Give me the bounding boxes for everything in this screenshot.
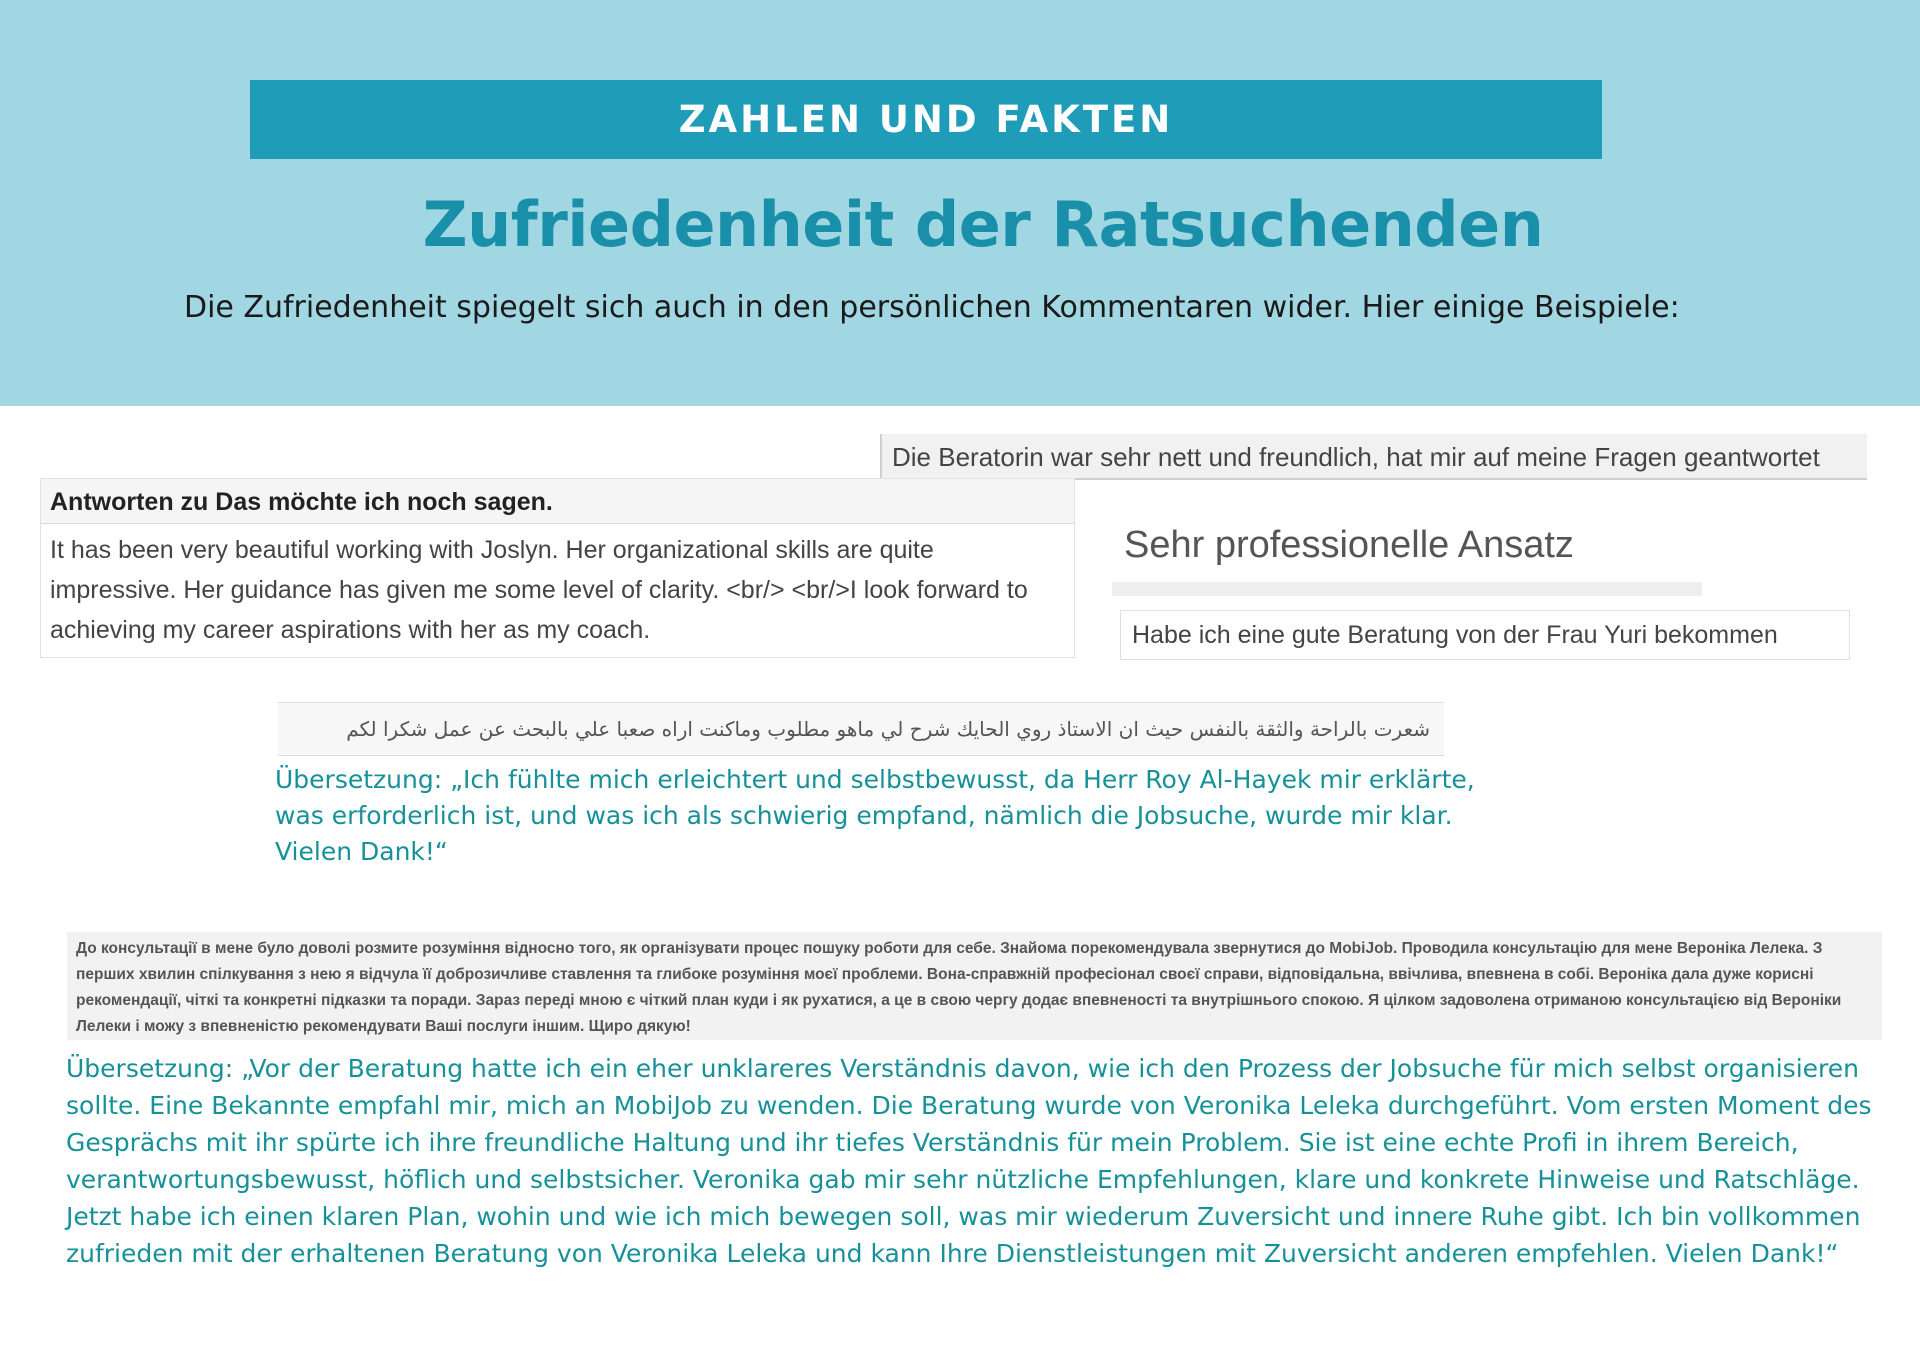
header-band: [0, 0, 1920, 406]
comment-beratorin: Die Beratorin war sehr nett und freundlich, hat mir auf meine Fragen geantwortet: [880, 434, 1867, 480]
comment-ukrainian: До консультації в мене було доволі розмите розуміння відносно того, як організувати процес пошуку роботи для себе. Знайома порекомендувала звернутися до MobiJob. Проводила консультацію для мене Вероніка Лелека. З перших хвилин спілкування з нею я відчула її доброзичливе ставлення та глибоке розуміння моєї проблеми. Вона-справжній професіонал своєї справи, відповідальна, ввічлива, впевнена в собі. Вероніка дала дуже корисні рекомендації, чіткі та конкретні підказки та поради. Зараз переді мною є чіткий план куди і як рухатися, а це в свою чергу додає впевненості та внутрішнього спокою. Я цілком задоволена отриманою консультацією від Вероніки Лелеки і можу з впевненістю рекомендувати Ваші послуги іншим. Щиро дякую!: [67, 932, 1882, 1040]
comment-professional: Sehr professionelle Ansatz: [1112, 512, 1702, 596]
answers-heading: Antworten zu Das möchte ich noch sagen.: [41, 479, 1074, 524]
arabic-translation: Übersetzung: „Ich fühlte mich erleichtert und selbstbewusst, da Herr Roy Al-Hayek mir erklärte, was erforderlich ist, und was ich als schwierig empfand, nämlich die Jobsuche, wurde mir klar. Vielen Dank!“: [275, 765, 1475, 866]
section-banner: ZAHLEN UND FAKTEN: [250, 80, 1602, 159]
intro-text: Die Zufriedenheit spiegelt sich auch in den persönlichen Kommentaren wider. Hier einige Beispiele:: [184, 290, 1680, 325]
page-title: Zufriedenheit der Ratsuchenden: [422, 188, 1544, 261]
ukrainian-translation: Übersetzung: „Vor der Beratung hatte ich ein eher unklareres Verständnis davon, wie ich den Prozess der Jobsuche für mich selbst organisieren sollte. Eine Bekannte empfahl mir, mich an MobiJob zu wenden. Die Beratung wurde von Veronika Leleka durchgeführt. Vom ersten Moment des Gesprächs mit ihr spürte ich ihre freundliche Haltung und ihr tiefes Verständnis für mein Problem. Sie ist eine echte Profi in ihrem Bereich, verantwortungsbewusst, höflich und selbstsicher. Veronika gab mir sehr nützliche Empfehlungen, klare und konkrete Hinweise und Ratschläge. Jetzt habe ich einen klaren Plan, wohin und wie ich mich bewegen soll, was mir wiederum Zuversicht und innere Ruhe gibt. Ich bin vollkommen zufrieden mit der erhaltenen Beratung von Veronika Leleka und kann Ihre Dienstleistungen mit Zuversicht anderen empfehlen. Vielen Dank!“: [66, 1054, 1872, 1268]
english-comment: It has been very beautiful working with Joslyn. Her organizational skills are quite impressive. Her guidance has given me some level of clarity. <br/> <br/>I look forward to achieving my career aspirations with her as my coach.: [50, 536, 1028, 644]
comment-arabic: شعرت بالراحة والثقة بالنفس حيث ان الاستاذ روي الحايك شرح لي ماهو مطلوب وماكنت اراه صعبا علي بالبحث عن عمل شكرا لكم: [278, 702, 1444, 756]
comment-yuri: Habe ich eine gute Beratung von der Frau Yuri bekommen: [1120, 610, 1850, 660]
comment-english-card: [40, 478, 1075, 658]
